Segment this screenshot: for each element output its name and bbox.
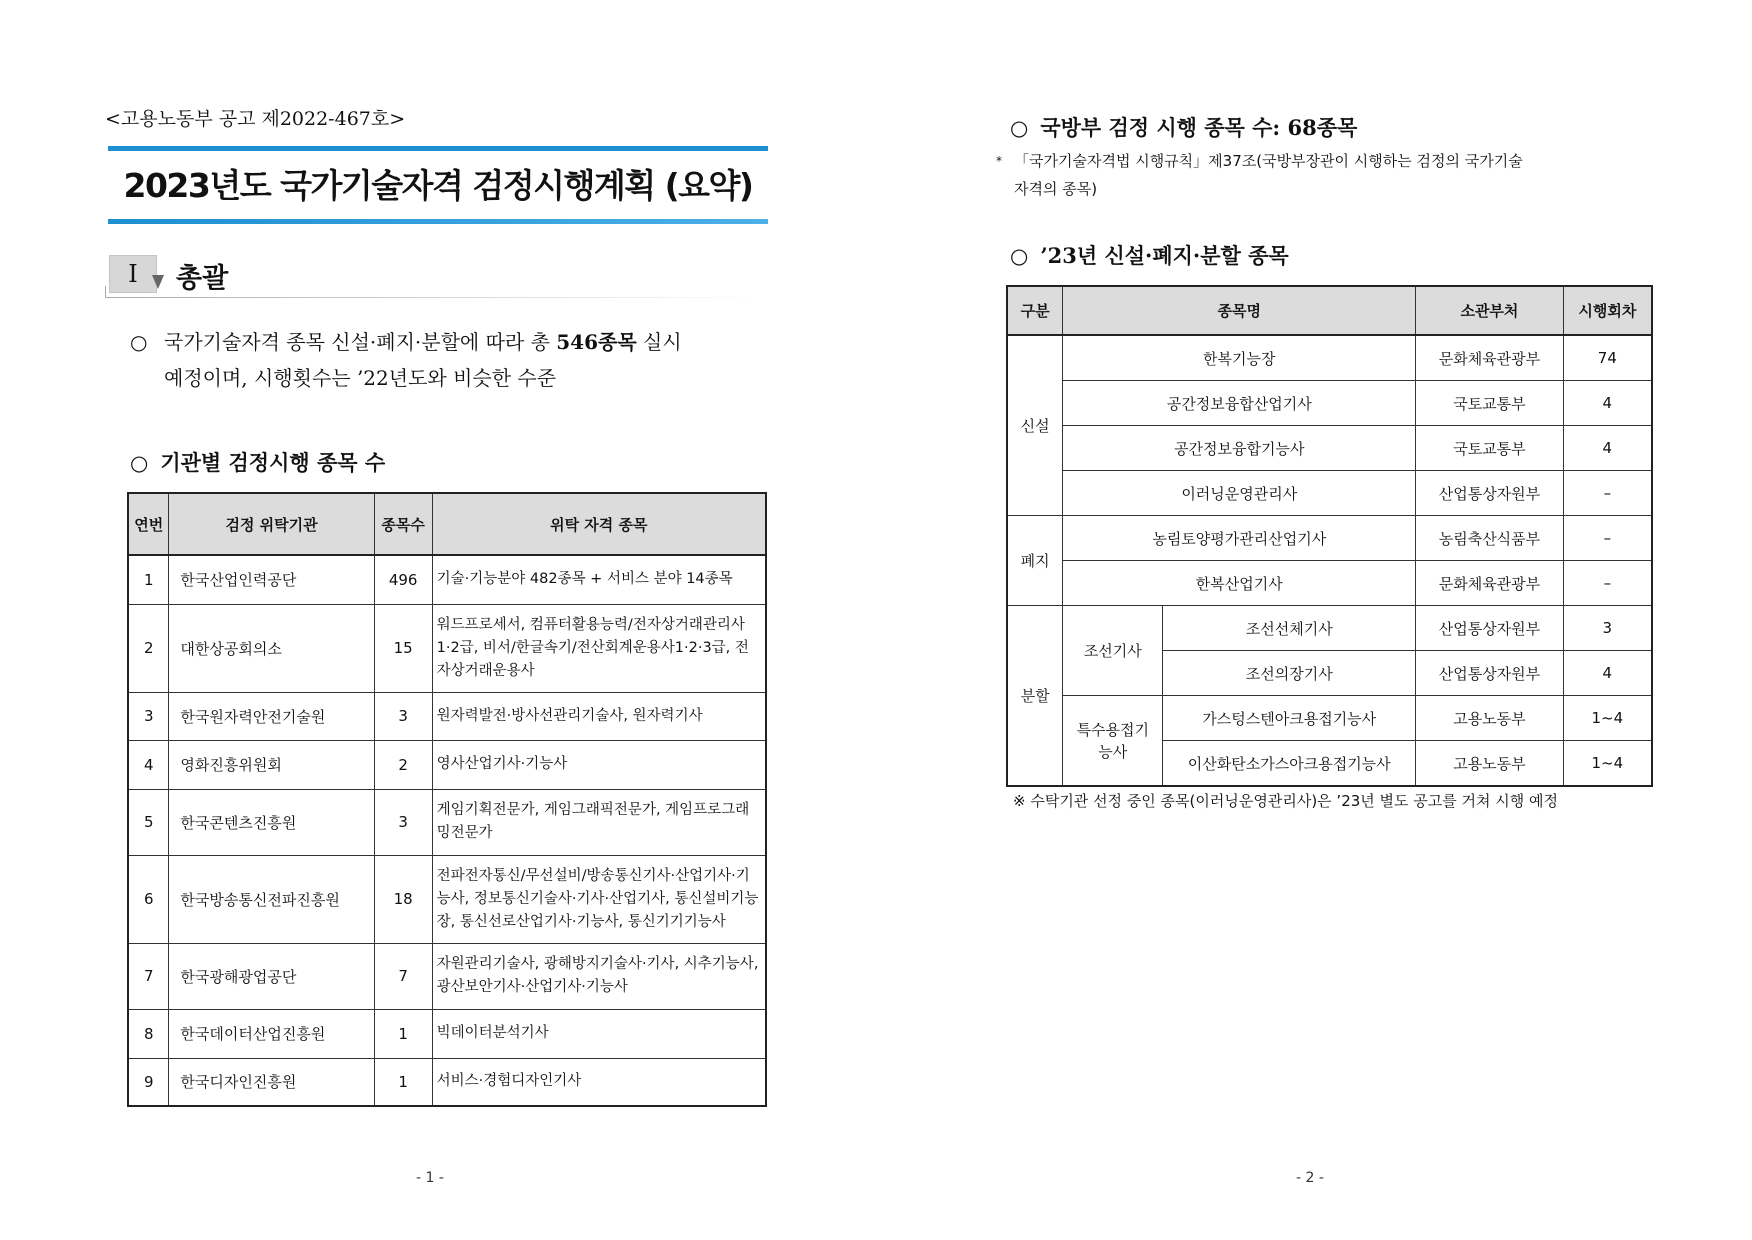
table-row [128, 855, 766, 943]
document-title: 2023년도 국가기술자격 검정시행계획 (요약) [123, 166, 753, 205]
group-split-shipbuilding: 조선기사 [1063, 606, 1163, 696]
row-rounds: 1~4 [1563, 741, 1652, 787]
defense-heading [1010, 112, 1357, 142]
intro-text-1: 국가기술자격 종목 신설·폐지·분할에 따라 총 [164, 330, 557, 354]
table-header-row [1007, 286, 1652, 335]
header-agency: 검정 위탁기관 [169, 493, 374, 555]
changes-table [1006, 285, 1653, 787]
row-agency: 한국콘텐츠진흥원 [169, 789, 374, 855]
group-new: 신설 [1007, 335, 1063, 516]
table-row [1007, 335, 1652, 381]
notice-number: <고용노동부 공고 제2022-467호> [105, 108, 406, 130]
row-no: 4 [128, 740, 169, 789]
row-ministry: 고용노동부 [1416, 741, 1563, 787]
row-items: 워드프로세서, 컴퓨터활용능력/전자상거래관리사1·2급, 비서/한글속기/전산회계운용사1·2·3급, 전자상거래운용사 [432, 604, 766, 692]
page-number: - 1 - [416, 1170, 444, 1186]
header-no: 연번 [128, 493, 169, 555]
group-split: 분할 [1007, 606, 1063, 787]
row-ministry: 문화체육관광부 [1416, 335, 1563, 381]
row-no: 3 [128, 692, 169, 740]
group-split-welding [1063, 696, 1163, 787]
row-count: 496 [374, 555, 432, 604]
title-rule-top [108, 146, 768, 151]
table-row [128, 555, 766, 604]
row-no: 5 [128, 789, 169, 855]
table-row [1007, 426, 1652, 471]
row-agency: 한국산업인력공단 [169, 555, 374, 604]
section-divider [105, 297, 765, 298]
intro-total-count: 546종목 [556, 330, 637, 354]
row-rounds: – [1563, 471, 1652, 516]
row-agency: 영화진흥위원회 [169, 740, 374, 789]
row-ministry: 산업통상자원부 [1416, 471, 1563, 516]
row-rounds: – [1563, 516, 1652, 561]
row-no: 8 [128, 1009, 169, 1058]
row-count: 15 [374, 604, 432, 692]
page-2 [876, 0, 1752, 1240]
table-row [1007, 516, 1652, 561]
header-ministry: 소관부처 [1416, 286, 1563, 335]
row-ministry: 산업통상자원부 [1416, 606, 1563, 651]
page-number: - 2 - [1296, 1170, 1324, 1186]
table-row [128, 943, 766, 1009]
row-no: 6 [128, 855, 169, 943]
row-no: 9 [128, 1058, 169, 1106]
row-rounds: 4 [1563, 426, 1652, 471]
table-header-row [128, 493, 766, 555]
row-name: 공간정보융합산업기사 [1063, 381, 1416, 426]
table-row [1007, 381, 1652, 426]
agency-table [127, 492, 767, 1107]
row-name: 이산화탄소가스아크용접기능사 [1163, 741, 1416, 787]
header-items: 위탁 자격 종목 [432, 493, 766, 555]
row-items: 서비스·경험디자인기사 [432, 1058, 766, 1106]
row-no: 7 [128, 943, 169, 1009]
row-rounds: 4 [1563, 651, 1652, 696]
row-count: 3 [374, 789, 432, 855]
defense-note [996, 147, 1534, 203]
header-rounds: 시행회차 [1563, 286, 1652, 335]
table-row [128, 1009, 766, 1058]
row-ministry: 고용노동부 [1416, 696, 1563, 741]
table-row [1007, 606, 1652, 651]
agency-heading [130, 447, 385, 477]
changes-heading [1010, 240, 1289, 270]
row-rounds: 4 [1563, 381, 1652, 426]
row-no: 2 [128, 604, 169, 692]
row-name: 한복산업기사 [1063, 561, 1416, 606]
bullet-circle-icon: ○ [1010, 116, 1029, 140]
row-items: 자원관리기술사, 광해방지기술사·기사, 시추기능사, 광산보안기사·산업기사·기능사 [432, 943, 766, 1009]
row-items: 영사산업기사·기능사 [432, 740, 766, 789]
row-items: 기술·기능분야 482종목 + 서비스 분야 14종목 [432, 555, 766, 604]
table-row [1007, 696, 1652, 741]
row-rounds: – [1563, 561, 1652, 606]
intro-paragraph [130, 324, 770, 396]
header-name: 종목명 [1063, 286, 1416, 335]
header-category: 구분 [1007, 286, 1063, 335]
row-agency: 한국데이터산업진흥원 [169, 1009, 374, 1058]
intro-text-2: 실시 [636, 330, 682, 354]
row-items: 게임기획전문가, 게임그래픽전문가, 게임프로그래밍전문가 [432, 789, 766, 855]
row-items: 원자력발전·방사선관리기술사, 원자력기사 [432, 692, 766, 740]
changes-heading-text: ’23년 신설·폐지·분할 종목 [1040, 243, 1289, 268]
table-row [128, 1058, 766, 1106]
group-split-welding-label: 특수용접기능사 [1076, 720, 1150, 761]
defense-heading-text: 국방부 검정 시행 종목 수: 68종목 [1040, 115, 1358, 140]
row-ministry: 농림축산식품부 [1416, 516, 1563, 561]
group-abolish: 폐지 [1007, 516, 1063, 606]
row-rounds: 74 [1563, 335, 1652, 381]
header-count: 종목수 [374, 493, 432, 555]
row-name: 조선선체기사 [1163, 606, 1416, 651]
row-name: 공간정보융합기능사 [1063, 426, 1416, 471]
table-row [128, 789, 766, 855]
row-count: 18 [374, 855, 432, 943]
row-count: 1 [374, 1058, 432, 1106]
table-row [1007, 561, 1652, 606]
defense-note-text: 「국가기술자격법 시행규칙」제37조(국방부장관이 시행하는 검정의 국가기술자격의 종목) [1014, 152, 1523, 198]
title-rule-bottom [108, 219, 768, 224]
row-name: 조선의장기사 [1163, 651, 1416, 696]
row-ministry: 국토교통부 [1416, 426, 1563, 471]
bullet-circle-icon: ○ [1010, 244, 1029, 268]
bullet-circle-icon: ○ [130, 330, 148, 354]
row-name: 이러닝운영관리사 [1063, 471, 1416, 516]
section-arrow-icon [152, 275, 164, 289]
row-ministry: 문화체육관광부 [1416, 561, 1563, 606]
agency-heading-text: 기관별 검정시행 종목 수 [160, 450, 386, 475]
row-no: 1 [128, 555, 169, 604]
row-rounds: 3 [1563, 606, 1652, 651]
row-agency: 한국광해광업공단 [169, 943, 374, 1009]
table-row [128, 604, 766, 692]
row-name: 농림토양평가관리산업기사 [1063, 516, 1416, 561]
row-count: 7 [374, 943, 432, 1009]
row-count: 3 [374, 692, 432, 740]
row-items: 빅데이터분석기사 [432, 1009, 766, 1058]
row-items: 전파전자통신/무선설비/방송통신기사·산업기사·기능사, 정보통신기술사·기사·산업기사, 통신설비기능장, 통신선로산업기사·기능사, 통신기기기능사 [432, 855, 766, 943]
row-ministry: 국토교통부 [1416, 381, 1563, 426]
footnote-star: * [996, 154, 1002, 168]
row-agency: 한국디자인진흥원 [169, 1058, 374, 1106]
bullet-circle-icon: ○ [130, 451, 149, 475]
section-number: Ⅰ [109, 255, 157, 293]
table-row [1007, 471, 1652, 516]
table-row [128, 692, 766, 740]
row-name: 가스텅스텐아크용접기능사 [1163, 696, 1416, 741]
row-agency: 한국원자력안전기술원 [169, 692, 374, 740]
table-note: ※ 수탁기관 선정 중인 종목(이러닝운영관리사)은 ’23년 별도 공고를 거쳐 시행 예정 [1013, 792, 1559, 810]
intro-text-3: 예정이며, 시행횟수는 ’22년도와 비슷한 수준 [164, 366, 557, 390]
row-name: 한복기능장 [1063, 335, 1416, 381]
row-agency: 한국방송통신전파진흥원 [169, 855, 374, 943]
row-agency: 대한상공회의소 [169, 604, 374, 692]
row-count: 1 [374, 1009, 432, 1058]
row-rounds: 1~4 [1563, 696, 1652, 741]
section-title: 총괄 [176, 263, 229, 294]
table-row [128, 740, 766, 789]
row-count: 2 [374, 740, 432, 789]
row-ministry: 산업통상자원부 [1416, 651, 1563, 696]
